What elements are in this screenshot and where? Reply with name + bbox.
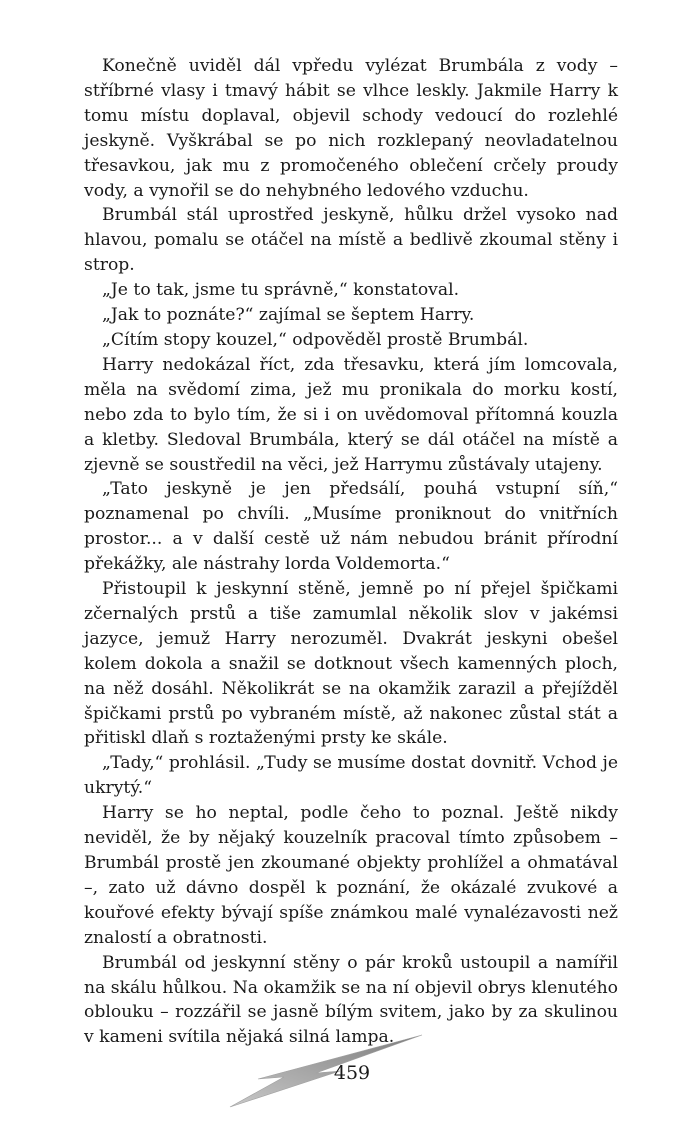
paragraph: Harry nedokázal říct, zda třesavku, která jím lomcovala, měla na svědomí zima, jež mu pronikala do morku kostí, nebo zda to bylo tím, že si i on uvědomoval přítomná kouzla a kletby. Sledoval Brumbála, který se dál otáčel na místě a zjevně se soustředil na věci, jež Harrymu zůstávaly utajeny.: [84, 354, 618, 475]
page-body: [84, 54, 618, 1050]
paragraph: „Tato jeskyně je jen předsálí, pouhá vstupní síň,“ poznamenal po chvíli. „Musíme proniknout do vnitřních prostor... a v další cestě už nám nebudou bránit přírodní překážky, ale nástrahy lorda Voldemorta.“: [84, 479, 618, 575]
paragraph: „Jak to poznáte?“ zajímal se šeptem Harry.: [102, 305, 475, 326]
paragraph: „Tady,“ prohlásil. „Tudy se musíme dostat dovnitř. Vchod je ukrytý.“: [84, 753, 618, 799]
paragraph: Přistoupil k jeskynní stěně, jemně po ní přejel špičkami zčernalých prstů a tiše zamumlal několik slov v jakémsi jazyce, jemuž Harry nerozuměl. Dvakrát jeskyni obešel kolem dokola a snažil se dotknout všech kamenných ploch, na něž dosáhl. Několikrát se na okamžik zarazil a přejížděl špičkami prstů po vybraném místě, až nakonec zůstal stát a přitiskl dlaň s roztaženými prsty ke skále.: [84, 579, 618, 749]
paragraph: Brumbál stál uprostřed jeskyně, hůlku držel vysoko nad hlavou, pomalu se otáčel na místě a bedlivě zkoumal stěny i strop.: [84, 205, 618, 276]
paragraph: „Cítím stopy kouzel,“ odpověděl prostě Brumbál.: [102, 329, 529, 350]
paragraph: Harry se ho neptal, podle čeho to poznal. Ještě nikdy neviděl, že by nějaký kouzelník pracoval tímto způsobem – Brumbál prostě jen zkoumané objekty prohlížel a ohmatával –, zato už dávno dospěl k poznání, že okázalé zvukové a kouřové efekty bývají spíše známkou malé vynalézavosti než znalostí a obratnosti.: [84, 803, 618, 948]
page-number: 459: [333, 1062, 371, 1084]
paragraph: „Je to tak, jsme tu správně,“ konstatoval.: [102, 280, 460, 301]
paragraph: Brumbál od jeskynní stěny o pár kroků ustoupil a namířil na skálu hůlkou. Na okamžik se na ní objevil obrys klenutého oblouku – rozzářil se jasně bílým svitem, jako by za skulinou v kameni svítila nějaká silná lampa.: [84, 952, 618, 1048]
paragraph: Konečně uviděl dál vpředu vylézat Brumbála z vody – stříbrné vlasy i tmavý hábit se vlhce leskly. Jakmile Harry k tomu místu doplaval, objevil schody vedoucí do rozlehlé jeskyně. Vyškrábal se po nich rozklepaný neovladatelnou třesavkou, jak mu z promočeného oblečení crčely proudy vody, a vynořil se do nehybného ledového vzduchu.: [84, 56, 618, 201]
